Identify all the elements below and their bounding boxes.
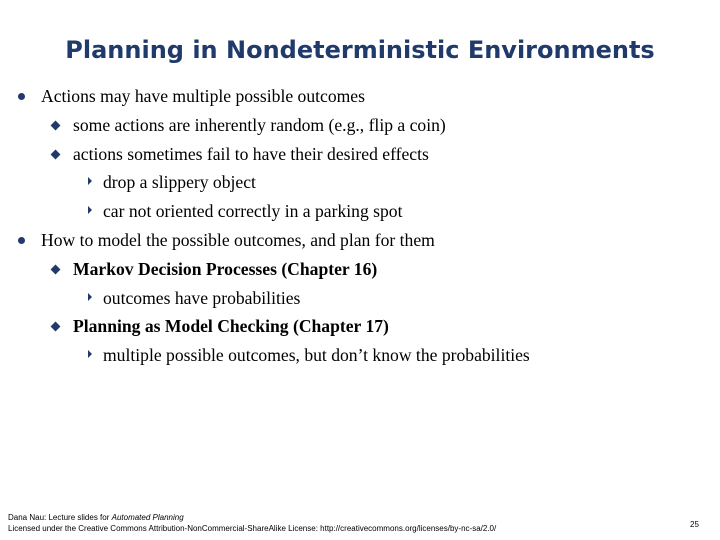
bullet-text: actions sometimes fail to have their desired effects xyxy=(73,143,429,164)
bullet-item xyxy=(0,82,720,111)
slide-title: Planning in Nondeterministic Environments xyxy=(65,36,655,64)
bullet-item xyxy=(0,312,720,341)
bullet-item xyxy=(0,140,720,169)
page-number: 25 xyxy=(690,520,699,529)
bullet-text: Actions may have multiple possible outcomes xyxy=(41,86,365,106)
bullet-item xyxy=(0,226,720,255)
diamond-bullet-icon xyxy=(51,149,61,159)
bullet-item xyxy=(0,341,720,370)
bullet-item xyxy=(0,111,720,140)
bullet-list xyxy=(0,82,720,370)
diamond-bullet-icon xyxy=(51,264,61,274)
diamond-bullet-icon xyxy=(51,120,61,130)
bullet-item xyxy=(0,255,720,284)
triangle-bullet-icon xyxy=(88,293,92,301)
bullet-text: Planning as Model Checking (Chapter 17) xyxy=(73,316,389,337)
triangle-bullet-icon xyxy=(88,206,92,214)
diamond-bullet-icon xyxy=(51,322,61,332)
footer-credit-prefix: Dana Nau: Lecture slides for xyxy=(8,513,112,522)
triangle-bullet-icon xyxy=(88,177,92,185)
slide-footer xyxy=(8,512,496,534)
bullet-text: some actions are inherently random (e.g., flip a coin) xyxy=(73,114,446,135)
bullet-text: car not oriented correctly in a parking spot xyxy=(103,201,403,222)
circle-bullet-icon xyxy=(18,93,25,100)
bullet-text: drop a slippery object xyxy=(103,172,256,193)
bullet-text: How to model the possible outcomes, and plan for them xyxy=(41,229,435,250)
bullet-text: outcomes have probabilities xyxy=(103,287,301,308)
bullet-text: multiple possible outcomes, but don’t know the probabilities xyxy=(103,345,530,366)
bullet-item xyxy=(0,168,720,197)
bullet-item xyxy=(0,284,720,313)
bullet-item xyxy=(0,197,720,226)
footer-book-title: Automated Planning xyxy=(111,513,184,522)
circle-bullet-icon xyxy=(18,237,25,244)
footer-credit-line xyxy=(8,512,496,523)
triangle-bullet-icon xyxy=(88,350,92,358)
bullet-text: Markov Decision Processes (Chapter 16) xyxy=(73,258,378,279)
footer-license-line: Licensed under the Creative Commons Attribution-NonCommercial-ShareAlike License: http://creativecommons.org/licenses/by-nc-sa/2.0/ xyxy=(8,524,497,533)
